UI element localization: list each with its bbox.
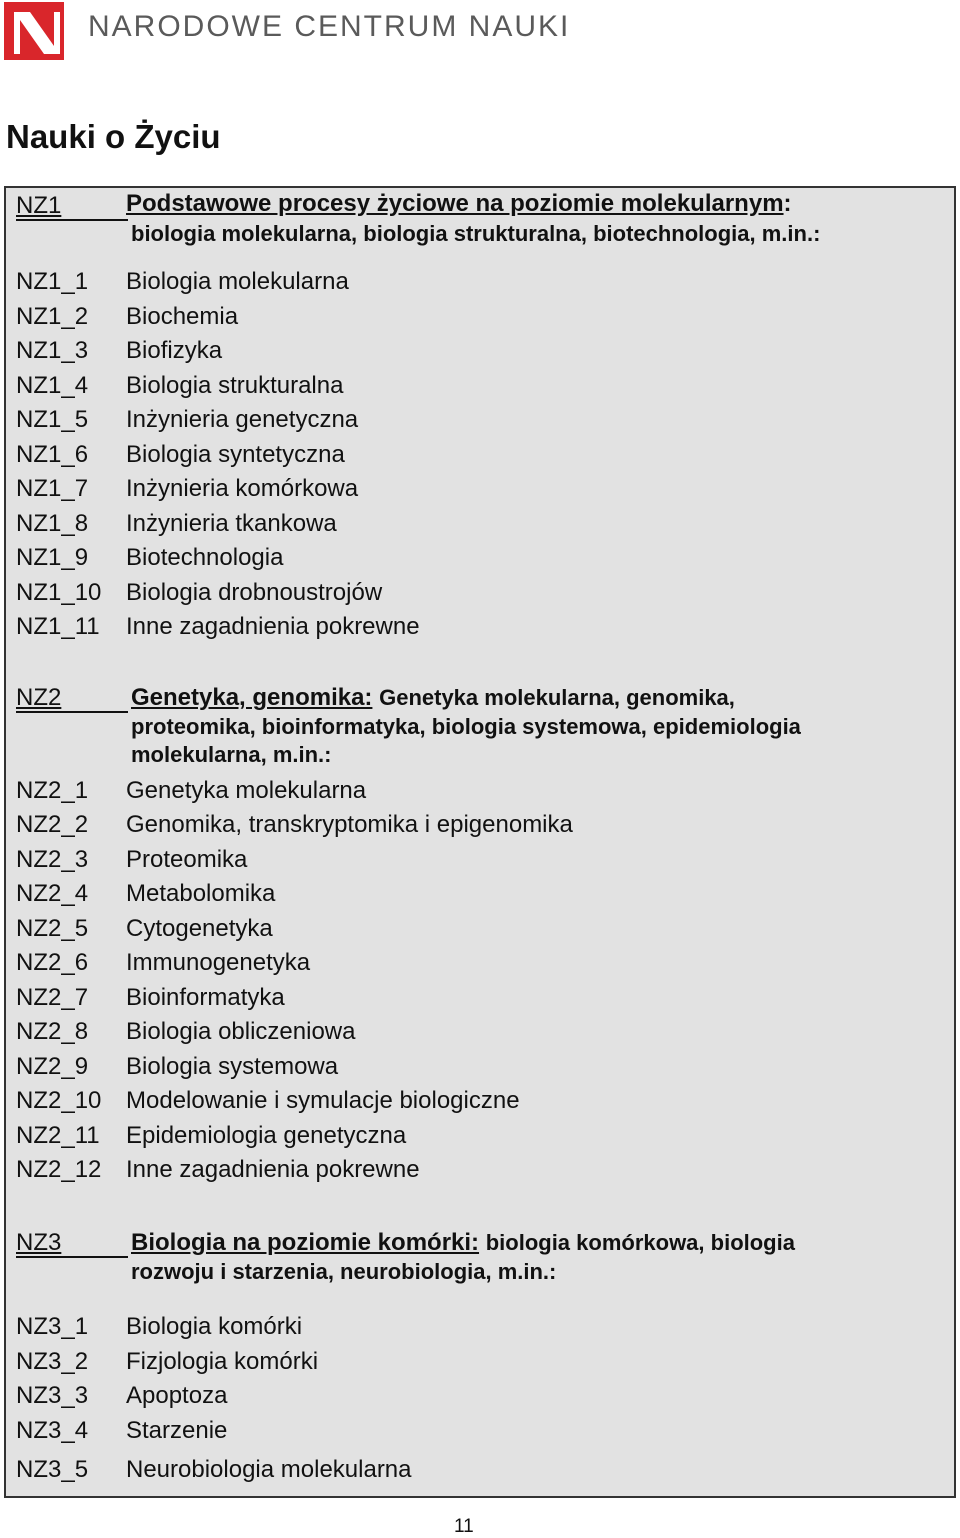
item-label: Inżynieria tkankowa [126, 510, 337, 537]
item-label: Biologia systemowa [126, 1053, 339, 1080]
item-label: Inżynieria genetyczna [126, 406, 359, 433]
ncn-logo-icon [4, 2, 64, 60]
group-desc-line: Genetyka molekularna, genomika, [379, 685, 735, 710]
group-code-nz2: NZ2 [16, 684, 62, 711]
item-code: NZ2_5 [16, 915, 89, 942]
item-code: NZ3_4 [16, 1417, 89, 1444]
item-code: NZ3_1 [16, 1313, 89, 1340]
item-label: Biologia drobnoustrojów [126, 579, 383, 606]
item-code: NZ1_2 [16, 303, 89, 330]
item-label: Starzenie [126, 1417, 228, 1444]
group-underline [16, 711, 128, 713]
item-code: NZ1_3 [16, 337, 89, 364]
item-label: Inne zagadnienia pokrewne [126, 613, 420, 640]
item-label: Bioinformatyka [126, 984, 285, 1011]
item-label: Biofizyka [126, 337, 223, 364]
item-code: NZ1_5 [16, 406, 89, 433]
item-code: NZ2_3 [16, 846, 89, 873]
item-code: NZ1_10 [16, 579, 102, 606]
item-label: Biotechnologia [126, 544, 284, 571]
item-code: NZ1_11 [16, 613, 100, 640]
item-label: Biologia obliczeniowa [126, 1018, 356, 1045]
group-title-nz3 [131, 1229, 795, 1257]
item-code: NZ2_12 [16, 1156, 102, 1183]
group-desc-nz2-line2: proteomika, bioinformatyka, biologia systemowa, epidemiologia [131, 714, 801, 739]
group-code-nz1: NZ1 [16, 192, 62, 219]
item-label: Immunogenetyka [126, 949, 311, 976]
item-code: NZ1_9 [16, 544, 89, 571]
item-code: NZ2_8 [16, 1018, 89, 1045]
item-label: Metabolomika [126, 880, 276, 907]
item-label: Biologia strukturalna [126, 372, 344, 399]
item-code: NZ2_1 [16, 777, 89, 804]
item-label: Biologia syntetyczna [126, 441, 345, 468]
group-title-suffix: : [783, 190, 792, 217]
page-number: 11 [454, 1516, 474, 1537]
item-label: Neurobiologia molekularna [126, 1456, 412, 1483]
discipline-frame [4, 186, 956, 1498]
item-code: NZ2_7 [16, 984, 89, 1011]
item-code: NZ2_4 [16, 880, 89, 907]
item-code: NZ1_7 [16, 475, 89, 502]
group-title-text: Podstawowe procesy życiowe na poziomie molekularnym [126, 190, 784, 217]
item-code: NZ3_2 [16, 1348, 89, 1375]
item-label: Inne zagadnienia pokrewne [126, 1156, 420, 1183]
item-label: Genetyka molekularna [126, 777, 367, 804]
group-underline [16, 1256, 128, 1258]
item-label: Cytogenetyka [126, 915, 273, 942]
item-label: Biologia molekularna [126, 268, 349, 295]
page-title: Nauki o Życiu [6, 118, 221, 155]
item-label: Epidemiologia genetyczna [126, 1122, 407, 1149]
organization-name: NARODOWE CENTRUM NAUKI [88, 10, 571, 43]
group-desc-nz1: biologia molekularna, biologia strukturalna, biotechnologia, m.in.: [131, 221, 821, 246]
item-label: Inżynieria komórkowa [126, 475, 359, 502]
group-title-text: Biologia na poziomie komórki: [131, 1229, 480, 1256]
item-code: NZ2_10 [16, 1087, 102, 1114]
item-code: NZ3_3 [16, 1382, 89, 1409]
group-title-nz2 [131, 684, 735, 712]
group-desc-nz3-line2: rozwoju i starzenia, neurobiologia, m.in.: [131, 1259, 557, 1284]
group-title-nz1 [126, 190, 792, 218]
item-label: Genomika, transkryptomika i epigenomika [126, 811, 573, 838]
item-code: NZ1_1 [16, 268, 89, 295]
item-label: Biochemia [126, 303, 239, 330]
group-underline [16, 219, 128, 221]
group-title-text: Genetyka, genomika: [131, 684, 373, 711]
item-code: NZ2_9 [16, 1053, 89, 1080]
group-desc-nz2-line3: molekularna, m.in.: [131, 742, 332, 767]
item-code: NZ2_2 [16, 811, 89, 838]
item-label: Modelowanie i symulacje biologiczne [126, 1087, 520, 1114]
item-label: Fizjologia komórki [126, 1348, 319, 1375]
item-code: NZ2_11 [16, 1122, 100, 1149]
item-code: NZ3_5 [16, 1456, 89, 1483]
item-code: NZ2_6 [16, 949, 89, 976]
item-label: Biologia komórki [126, 1313, 303, 1340]
group-desc-line: biologia komórkowa, biologia [485, 1230, 795, 1255]
item-code: NZ1_4 [16, 372, 89, 399]
item-label: Apoptoza [126, 1382, 228, 1409]
group-code-nz3: NZ3 [16, 1229, 62, 1256]
item-code: NZ1_6 [16, 441, 89, 468]
item-code: NZ1_8 [16, 510, 89, 537]
item-label: Proteomika [126, 846, 248, 873]
